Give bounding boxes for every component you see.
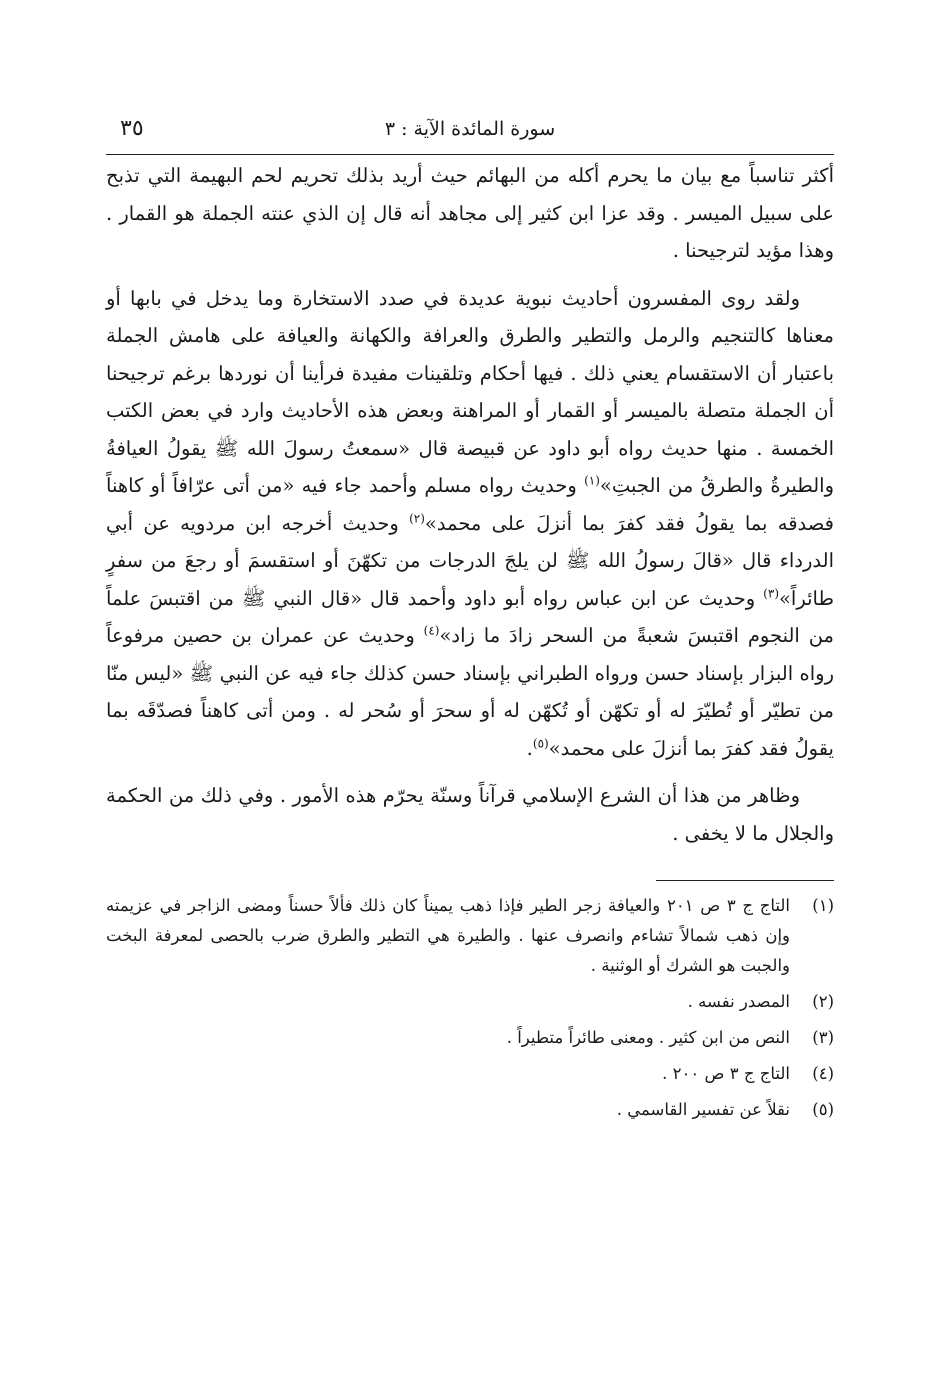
footnote-text: المصدر نفسه . [687,992,790,1011]
paragraph-2-text-c: وحديث أخرجه ابن مردويه عن أبي الدرداء قال «قالَ رسولُ الله ﷺ لن يلجَ الدرجات من تكهّنَ أو استقسمَ أو رجعَ من سفرٍ طائراً» [106,511,834,610]
footnote-text: التاج ج ٣ ص ٢٠١ والعيافة زجر الطير فإذا ذهب يميناً كان ذلك فألاً حسناً ومضى الزاجر في عزيمته وإن ذهب شمالاً تشاءم وانصرف عنها . والطيرة هي التطير والطرق ضرب بالحصى لمعرفة البخت والجبت هو الشرك أو الوثنية . [106,896,790,975]
footnote-text: النص من ابن كثير . ومعنى طائراً متطيراً . [506,1028,790,1047]
footnotes [106,891,834,1125]
footnote-number: (٣) [812,1028,834,1047]
footnote-ref-3[interactable]: (٣) [763,586,779,600]
footnote-1 [106,891,834,981]
footnote-ref-5[interactable]: (٥) [532,736,549,750]
paragraph-2-text-e: وحديث عن عمران بن حصين مرفوعاً رواه البزار بإسناد حسن ورواه الطبراني بإسناد حسن كذلك جاء فيه عن النبي ﷺ «ليس منّا من تطيّر أو تُطيّرَ له أو تكهّن أو تُكهّن له أو سحرَ أو سُحر له . ومن أتى كاهناً فصدّقَه بما يقولُ فقد كفرَ بما أنزلَ على محمد» [106,624,834,760]
footnote-4 [106,1059,834,1089]
running-header [106,112,834,155]
paragraph-1: أكثر تناسباً مع بيان ما يحرم أكله من البهائم حيث أريد بذلك تحريم لحم البهيمة التي تذبح على سبيل الميسر . وقد عزا ابن كثير إلى مجاهد أنه قال إن الذي عنته الجملة هو القمار . وهذا مؤيد لترجيحنا . [106,164,834,262]
footnote-separator [656,880,834,881]
chapter-title: سورة المائدة الآية : ٣ [384,118,556,140]
footnote-2 [106,987,834,1017]
book-page [106,112,834,1131]
paragraph-2-text-d: وحديث عن ابن عباس رواه أبو داود وأحمد قال «قال النبي ﷺ من اقتبسَ علماً من النجوم اقتبسَ شعبةً من السحر زادَ ما زاد» [106,586,834,647]
footnote-ref-4[interactable]: (٤) [423,623,440,638]
footnote-number: (٢) [812,992,834,1011]
page-number: ٣٥ [120,116,144,141]
footnote-text: نقلاً عن تفسير القاسمي . [616,1100,790,1119]
main-text [106,157,834,852]
paragraph-2-end: . [526,736,533,760]
paragraph-2-text-a: ولقد روى المفسرون أحاديث نبوية عديدة في صدد الاستخارة وما يدخل في بابها أو معناها كالتنجيم والرمل والتطير والطرق والعرافة والكهانة والعيافة على هامش الجملة باعتبار أن الاستقسام يعني ذلك . فيها أحكام وتلقينات مفيدة فرأينا أن نوردها برغم ترجيحنا أن الجملة متصلة بالميسر أو القمار أو المراهنة وبعض هذه الأحاديث وارد في بعض الكتب الخمسة . منها حديث رواه أبو داود عن قبيصة قال «سمعتُ رسولَ الله ﷺ يقولُ العيافةُ والطيرةُ والطرقُ من الجبتِ» [106,286,834,497]
footnote-number: (١) [812,896,834,915]
footnote-number: (٥) [812,1100,834,1119]
footnote-ref-1[interactable]: (١) [584,473,600,488]
paragraph-2-text-b: وحديث رواه مسلم وأحمد جاء فيه «من أتى عرّافاً أو كاهناً فصدقه بما يقولُ فقد كفرَ بما أنزلَ على محمد» [106,474,834,535]
paragraph-3: وظاهر من هذا أن الشرع الإسلامي قرآناً وسنّة يحرّم هذه الأمور . وفي ذلك من الحكمة والجلال ما لا يخفى . [106,784,834,845]
footnote-ref-2[interactable]: (٢) [409,511,425,525]
footnote-3 [106,1023,834,1053]
footnote-5 [106,1095,834,1125]
footnote-number: (٤) [812,1064,834,1083]
paragraph-2 [106,280,834,768]
footnote-text: التاج ج ٣ ص ٢٠٠ . [662,1064,790,1083]
